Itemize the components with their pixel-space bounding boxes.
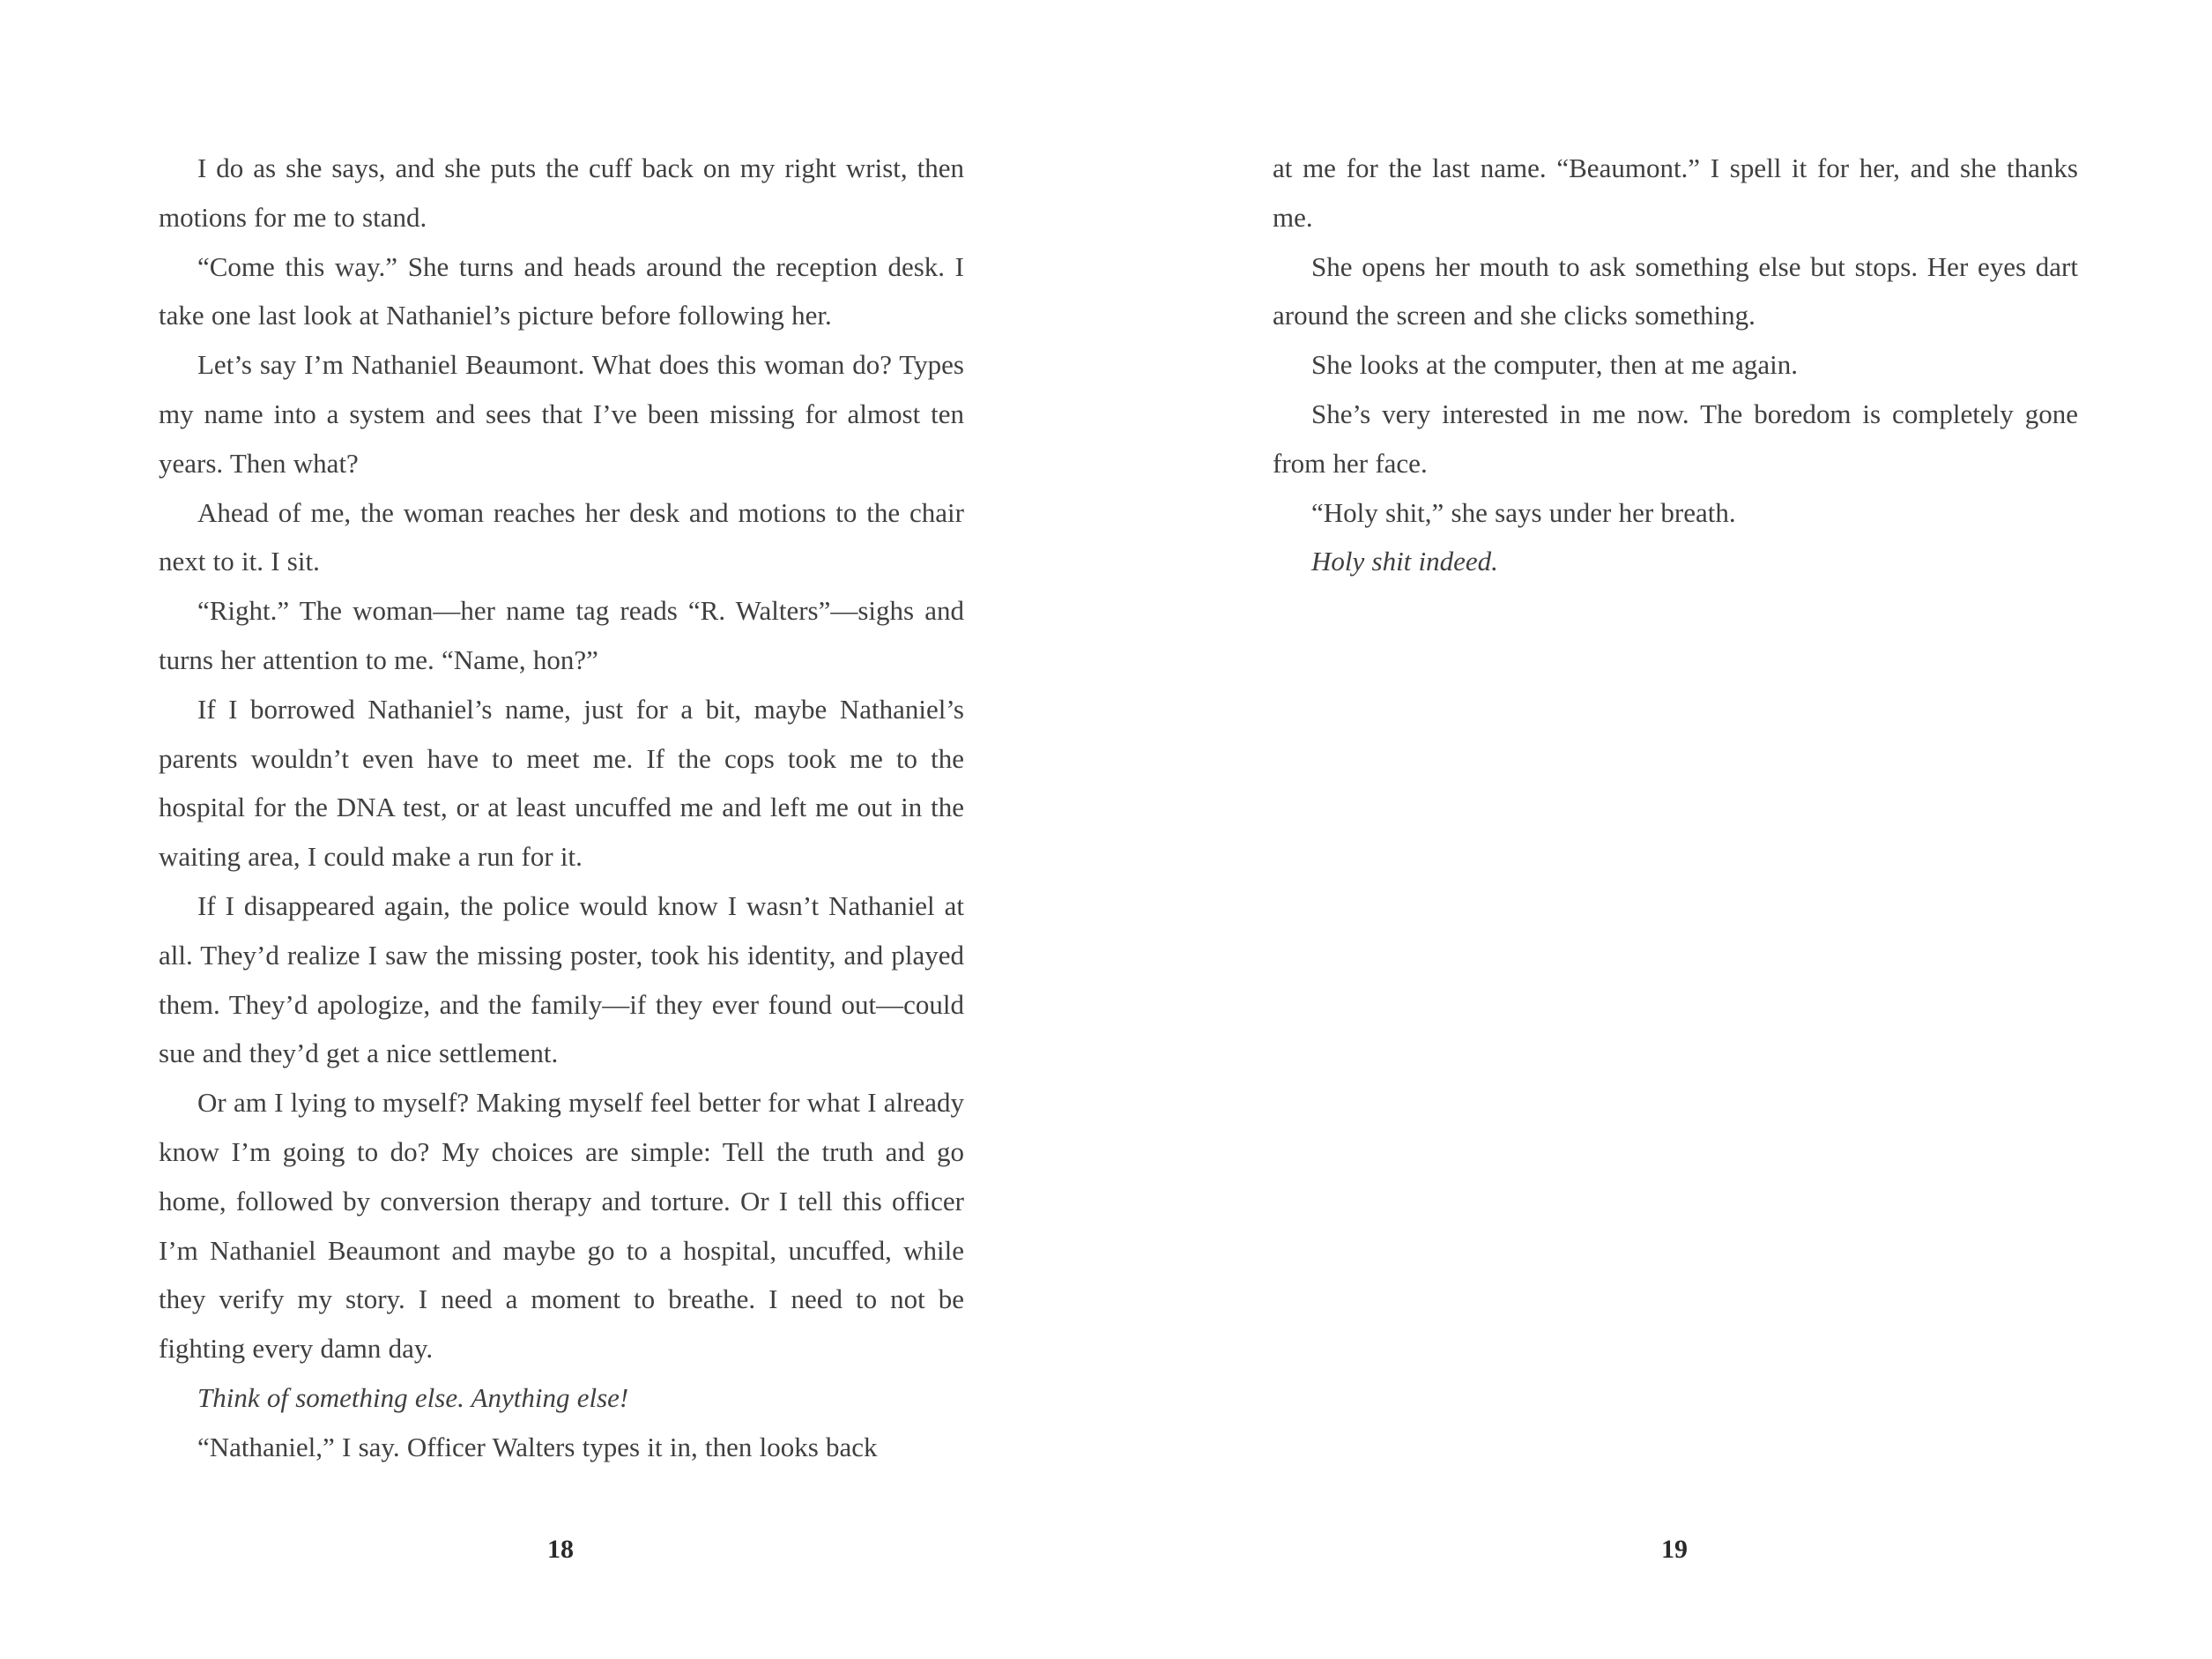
- left-paragraph-3: Let’s say I’m Nathaniel Beaumont. What does this woman do? Types my name into a system and sees that I’ve been missing for almost ten years. Then what?: [159, 349, 964, 479]
- left-page-number: 18: [547, 1535, 574, 1564]
- left-paragraph-9-italic-thought: Think of something else. Anything else!: [197, 1381, 629, 1413]
- left-paragraph-6: If I borrowed Nathaniel’s name, just for a bit, maybe Nathaniel’s parents wouldn’t even have to meet me. If the cops took me to the hospital for the DNA test, or at least uncuffed me and left me out in the waiting area, I could make a run for it.: [159, 693, 964, 873]
- left-paragraph-4: Ahead of me, the woman reaches her desk and motions to the chair next to it. I sit.: [159, 496, 964, 577]
- left-paragraph-1: I do as she says, and she puts the cuff back on my right wrist, then motions for me to stand.: [159, 153, 964, 233]
- right-paragraph-1-continued: at me for the last name. “Beaumont.” I spell it for her, and she thanks me.: [1273, 153, 2078, 233]
- right-paragraph-6-italic-thought: Holy shit indeed.: [1311, 546, 1498, 577]
- right-paragraph-4: She’s very interested in me now. The boredom is completely gone from her face.: [1273, 398, 2078, 479]
- right-page-number: 19: [1661, 1535, 1688, 1564]
- right-page-text: [1273, 144, 2078, 586]
- right-paragraph-3: She looks at the computer, then at me again.: [1311, 349, 1798, 381]
- left-page-text: [159, 144, 964, 1472]
- left-paragraph-10: “Nathaniel,” I say. Officer Walters types it in, then looks back: [197, 1431, 878, 1462]
- left-paragraph-8: Or am I lying to myself? Making myself feel better for what I already know I’m going to do? My choices are simple: Tell the truth and go home, followed by conversion therapy and torture. Or I tell this officer I’m Nathaniel Beaumont and maybe go to a hospital, uncuffed, while they verify my story. I need a moment to breathe. I need to not be fighting every damn day.: [159, 1087, 964, 1365]
- right-paragraph-5: “Holy shit,” she says under her breath.: [1311, 496, 1736, 528]
- left-paragraph-7: If I disappeared again, the police would know I wasn’t Nathaniel at all. They’d realize I saw the missing poster, took his identity, and played them. They’d apologize, and the family—if they ever found out—could sue and they’d get a nice settlement.: [159, 889, 964, 1069]
- left-paragraph-5: “Right.” The woman—her name tag reads “R. Walters”—sighs and turns her attention to me. “Name, hon?”: [159, 595, 964, 675]
- left-paragraph-2: “Come this way.” She turns and heads around the reception desk. I take one last look at Nathaniel’s picture before following her.: [159, 250, 964, 331]
- right-paragraph-2: She opens her mouth to ask something else but stops. Her eyes dart around the screen and she clicks something.: [1273, 250, 2078, 331]
